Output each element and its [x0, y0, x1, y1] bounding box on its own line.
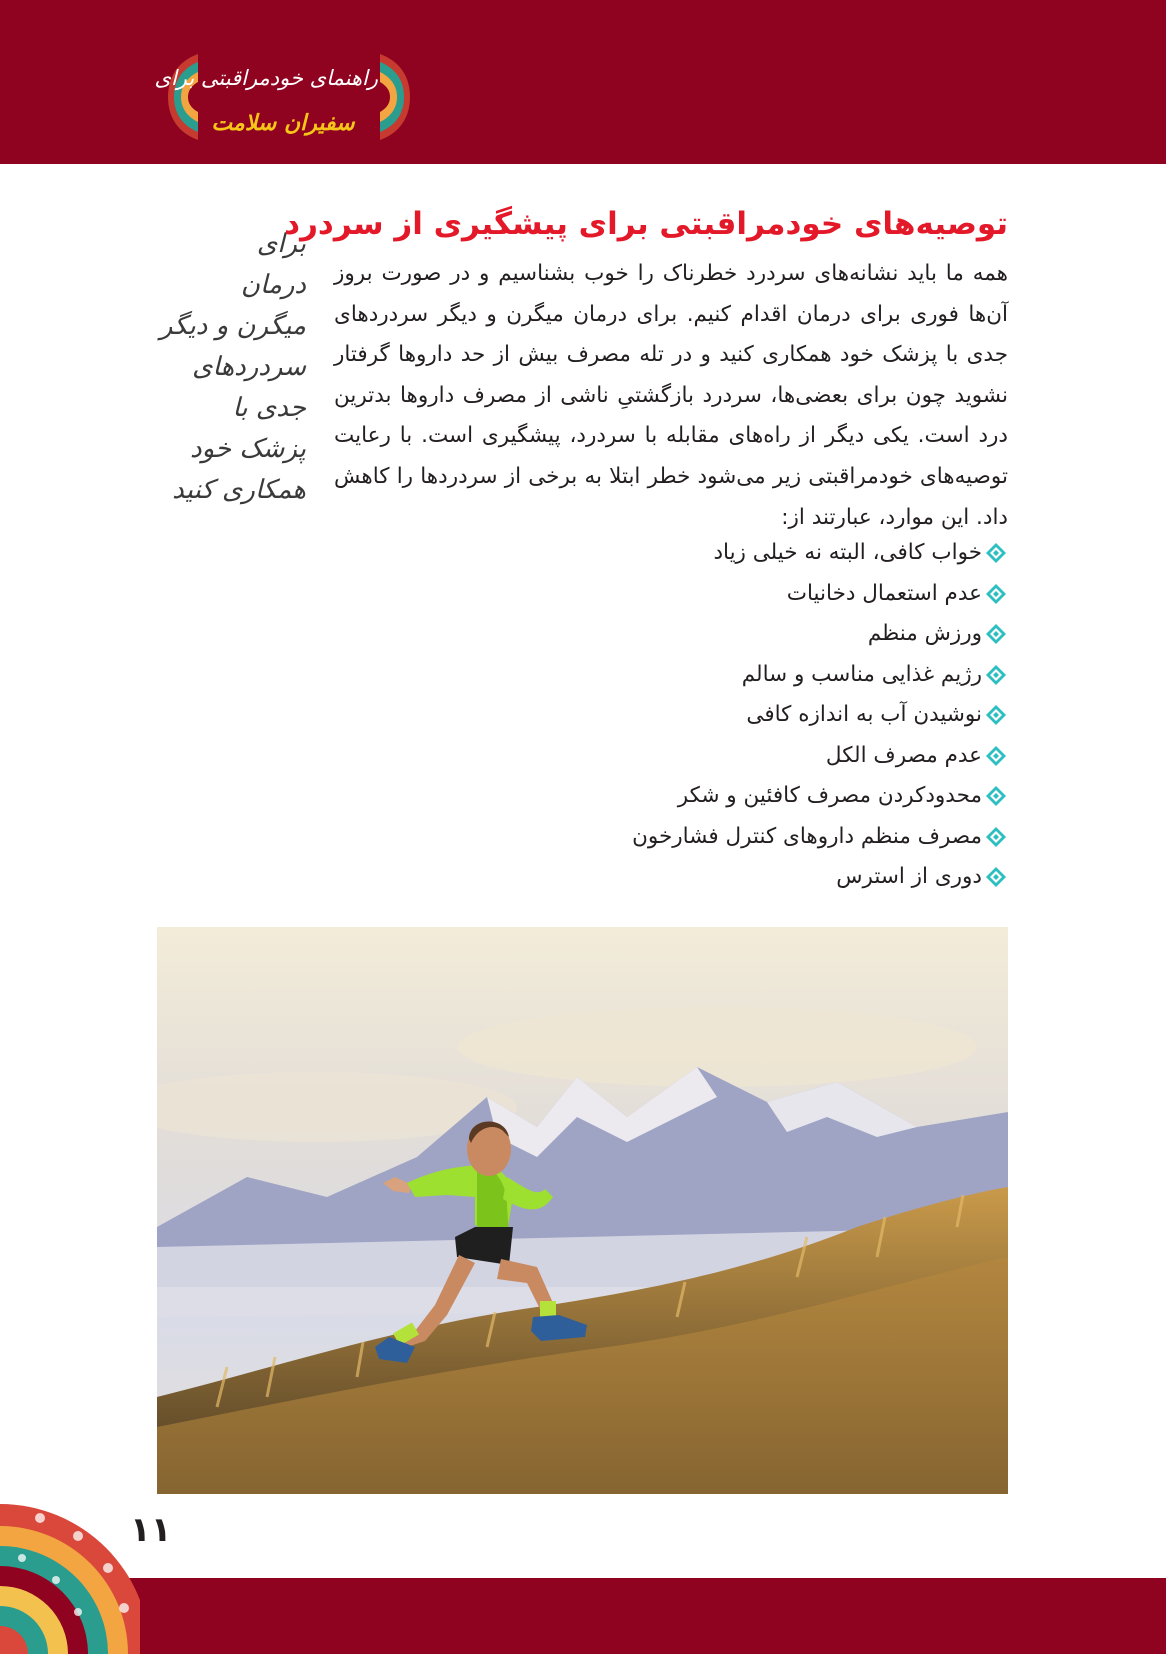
diamond-ornament-icon: [984, 744, 1008, 768]
article-title: توصیه‌های خودمراقبتی برای پیشگیری از سردرد: [284, 206, 1008, 242]
list-item: [540, 736, 1008, 777]
list-item: [540, 533, 1008, 574]
diamond-ornament-icon: [984, 865, 1008, 889]
trail-runner-illustration: [157, 927, 1008, 1494]
book-logo: [154, 52, 412, 144]
footer-band: [0, 1578, 1166, 1654]
pull-quote-line: سردردهای: [192, 352, 306, 382]
pull-quote-line: جدی با: [232, 393, 306, 423]
list-item-text: محدودکردن مصرف کافئین و شکر: [677, 783, 982, 808]
list-item: [540, 655, 1008, 696]
diamond-ornament-icon: [984, 825, 1008, 849]
pull-quote-line: همکاری کنید: [172, 475, 306, 505]
diamond-ornament-icon: [984, 703, 1008, 727]
mandala-ornament-icon: [380, 54, 412, 140]
logo-title: راهنمای خودمراقبتی برای: [154, 66, 378, 90]
list-item-text: رژیم غذایی مناسب و سالم: [741, 661, 982, 687]
list-item-text: دوری از استرس: [836, 864, 982, 889]
list-item: [540, 614, 1008, 655]
mandala-corner-ornament-icon: [0, 1488, 140, 1654]
list-item: [540, 776, 1008, 817]
pull-quote-line: درمان: [240, 270, 306, 300]
runner-photo: [157, 927, 1008, 1494]
list-item: [540, 574, 1008, 615]
list-item-text: ورزش منظم: [867, 621, 982, 646]
diamond-ornament-icon: [984, 582, 1008, 606]
pull-quote-line: پزشک خود: [190, 434, 306, 464]
pull-quote-line: میگرن و دیگر: [159, 311, 306, 341]
list-item-text: عدم استعمال دخانیات: [786, 580, 982, 606]
recommendation-list: [540, 533, 1008, 898]
logo-subtitle: سفیران سلامت: [211, 110, 355, 136]
list-item-text: عدم مصرف الکل: [825, 742, 982, 768]
page-number: ۱۱: [130, 1510, 172, 1550]
side-pull-quote: [150, 224, 306, 511]
diamond-ornament-icon: [984, 784, 1008, 808]
list-item: [540, 857, 1008, 898]
list-item-text: مصرف منظم داروهای کنترل فشارخون: [632, 823, 982, 849]
diamond-ornament-icon: [984, 663, 1008, 687]
pull-quote-line: برای: [256, 229, 306, 259]
list-item: [540, 817, 1008, 858]
diamond-ornament-icon: [984, 541, 1008, 565]
article-intro-paragraph: همه ما باید نشانه‌های سردرد خطرناک را خوب بشناسیم و در صورت بروز آن‌ها فوری برای درمان اقدام کنیم. برای درمان میگرن و دیگر سردردهای جدی با پزشک خود همکاری کنید و در تله مصرف بیش از حد داروها گرفتار نشوید چون برای بعضی‌ها، سردرد بازگشتیِ ناشی از مصرف داروها بدترین درد است. یکی دیگر از راه‌های مقابله با سردرد، پیشگیری است. با رعایت توصیه‌های خودمراقبتی زیر می‌شود خطر ابتلا به برخی از سردردها را کاهش داد. این موارد، عبارتند از:: [334, 261, 1008, 530]
diamond-ornament-icon: [984, 622, 1008, 646]
list-item-text: خواب کافی، البته نه خیلی زیاد: [713, 540, 982, 565]
list-item-text: نوشیدن آب به اندازه کافی: [746, 702, 982, 727]
list-item: [540, 695, 1008, 736]
